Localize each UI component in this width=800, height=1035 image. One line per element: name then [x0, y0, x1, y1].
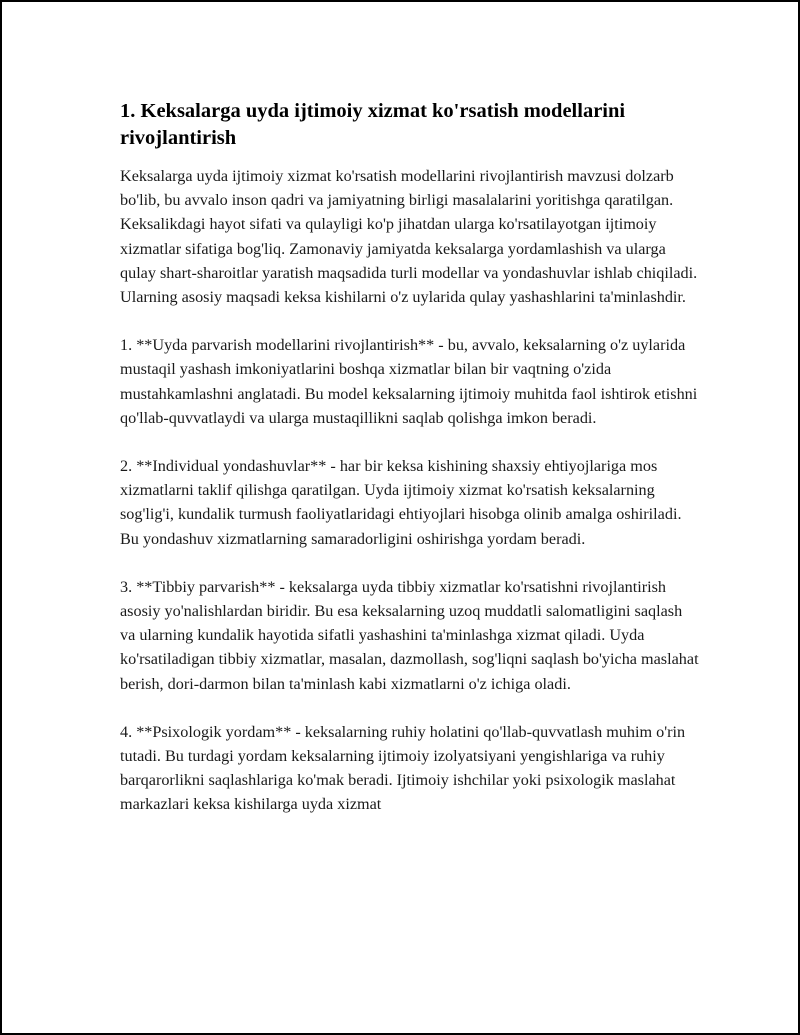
paragraph-psychological-support: 4. **Psixologik yordam** - keksalarning ruhiy holatini qo'llab-quvvatlash muhim o'rin tutadi. Bu turdagi yordam keksalarning ijtimoiy izolyatsiyani yengishlariga va ruhiy barqarorlikni saqlashlariga ko'mak beradi. Ijtimoiy ishchilar yoki psixologik maslahat markazlari keksa kishilarga uyda xizmat	[120, 722, 686, 814]
document-body	[120, 98, 700, 817]
intro-paragraph: Keksalarga uyda ijtimoiy xizmat ko'rsatish modellarini rivojlantirish mavzusi dolzarb bo'lib, bu avvalo inson qadri va jamiyatning birligi masalalarini yoritishga qaratilgan. Keksalikdagi hayot sifati va qulayligi ko'p jihatdan ularga ko'rsatilayotgan ijtimoiy xizmatlar sifatiga bog'liq. Zamonaviy jamiyatda keksalarga yordamlashish va ularga qulay shart-sharoitlar yaratish maqsadida turli modellar va yondashuvlar ishlab chiqiladi. Ularning asosiy maqsadi keksa kishilarni o'z uylarida qulay yashashlarini ta'minlashdir.	[120, 167, 698, 307]
paragraph-individual-approaches: 2. **Individual yondashuvlar** - har bir keksa kishining shaxsiy ehtiyojlariga mos xizmatlarni taklif qilishga qaratilgan. Uyda ijtimoiy xizmat ko'rsatish keksalarning sog'lig'i, kundalik turmush faoliyatlaridagi ehtiyojlari hisobga olinib amalga oshiriladi. Bu yondashuv xizmatlarning samaradorligini oshirishga yordam beradi.	[120, 457, 682, 548]
paragraph-medical-care: 3. **Tibbiy parvarish** - keksalarga uyda tibbiy xizmatlar ko'rsatishni rivojlantirish asosiy yo'nalishlardan biridir. Bu esa keksalarning uzoq muddatli salomatligini saqlash va ularning kundalik hayotida sifatli yashashini ta'minlashga xizmat qiladi. Uyda ko'rsatiladigan tibbiy xizmatlar, masalan, dazmollash, sog'liqni saqlash bo'yicha maslahat berish, dori-darmon bilan ta'minlash kabi xizmatlarni o'z ichiga oladi.	[120, 577, 699, 693]
paragraph-home-care-models: 1. **Uyda parvarish modellarini rivojlantirish** - bu, avvalo, keksalarning o'z uylarida mustaqil yashash imkoniyatlarini boshqa xizmatlar bilan bir vaqtning o'zida mustahkamlashni anglatadi. Bu model keksalarning ijtimoiy muhitda faol ishtirok etishni qo'llab-quvvatlaydi va ularga mustaqillikni saqlab qolishga imkon beradi.	[120, 336, 698, 427]
document-title: 1. Keksalarga uyda ijtimoiy xizmat ko'rsatish modellarini rivojlantirish	[120, 100, 626, 149]
